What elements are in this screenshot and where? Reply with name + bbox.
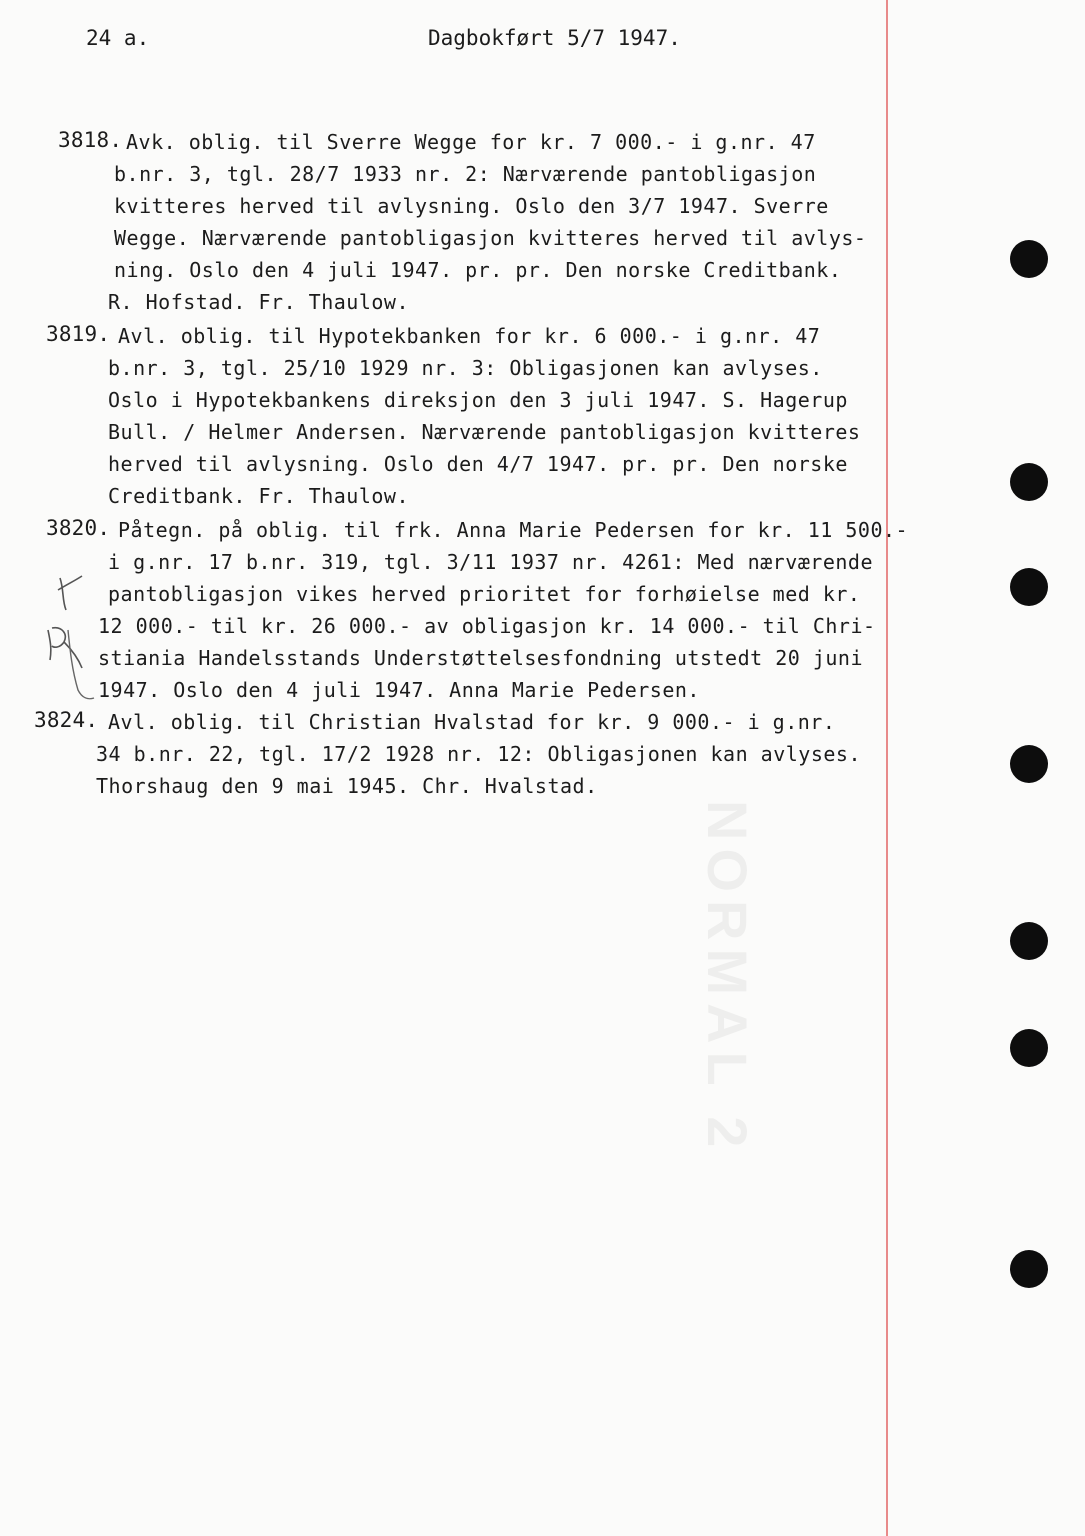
entry-line: b.nr. 3, tgl. 28/7 1933 nr. 2: Nærværende pantobligasjon — [114, 162, 817, 186]
entry-number: 3820. — [46, 516, 111, 540]
punch-hole-5 — [1010, 922, 1048, 960]
punch-hole-2 — [1010, 463, 1048, 501]
entry-line: 12 000.- til kr. 26 000.- av obligasjon kr. 14 000.- til Chri- — [98, 614, 876, 638]
entry-line: ning. Oslo den 4 juli 1947. pr. pr. Den norske Creditbank. — [114, 258, 842, 282]
page-header — [0, 18, 886, 58]
watermark-text: NORMAL 2 — [696, 800, 759, 1156]
punch-hole-4 — [1010, 745, 1048, 783]
entry-line: Avl. oblig. til Christian Hvalstad for kr. 9 000.- i g.nr. — [108, 710, 836, 734]
punch-hole-3 — [1010, 568, 1048, 606]
entry-line: b.nr. 3, tgl. 25/10 1929 nr. 3: Obligasjonen kan avlyses. — [108, 356, 823, 380]
punch-hole-6 — [1010, 1029, 1048, 1067]
entry-number: 3819. — [46, 322, 111, 346]
entry-line: i g.nr. 17 b.nr. 319, tgl. 3/11 1937 nr. 4261: Med nærværende — [108, 550, 874, 574]
entry-line: Wegge. Nærværende pantobligasjon kvitteres herved til avlys- — [114, 226, 867, 250]
entry-number: 3824. — [34, 708, 99, 732]
entry-line: Avl. oblig. til Hypotekbanken for kr. 6 000.- i g.nr. 47 — [118, 324, 821, 348]
red-margin-line — [886, 0, 888, 1536]
entry-line: herved til avlysning. Oslo den 4/7 1947. pr. pr. Den norske — [108, 452, 848, 476]
entry-line: Oslo i Hypotekbankens direksjon den 3 juli 1947. S. Hagerup — [108, 388, 848, 412]
punch-hole-1 — [1010, 240, 1048, 278]
entry-line: Thorshaug den 9 mai 1945. Chr. Hvalstad. — [96, 774, 598, 798]
page-number: 24 a. — [86, 26, 150, 50]
entry-line: Avk. oblig. til Sverre Wegge for kr. 7 000.- i g.nr. 47 — [126, 130, 816, 154]
entry-line: R. Hofstad. Fr. Thaulow. — [108, 290, 409, 314]
entry-line: kvitteres herved til avlysning. Oslo den 3/7 1947. Sverre — [114, 194, 829, 218]
entry-line: 1947. Oslo den 4 juli 1947. Anna Marie Pedersen. — [98, 678, 700, 702]
handwritten-margin-mark — [38, 570, 98, 710]
entry-line: 34 b.nr. 22, tgl. 17/2 1928 nr. 12: Obligasjonen kan avlyses. — [96, 742, 862, 766]
entry-number: 3818. — [58, 128, 123, 152]
page-title: Dagbokført 5/7 1947. — [428, 26, 681, 50]
entry-line: Påtegn. på oblig. til frk. Anna Marie Pedersen for kr. 11 500.- — [118, 518, 909, 542]
entry-line: stiania Handelsstands Understøttelsesfondning utstedt 20 juni — [98, 646, 864, 670]
entry-line: pantobligasjon vikes herved prioritet for forhøielse med kr. — [108, 582, 861, 606]
punch-hole-7 — [1010, 1250, 1048, 1288]
entry-line: Bull. / Helmer Andersen. Nærværende pantobligasjon kvitteres — [108, 420, 861, 444]
entry-line: Creditbank. Fr. Thaulow. — [108, 484, 409, 508]
